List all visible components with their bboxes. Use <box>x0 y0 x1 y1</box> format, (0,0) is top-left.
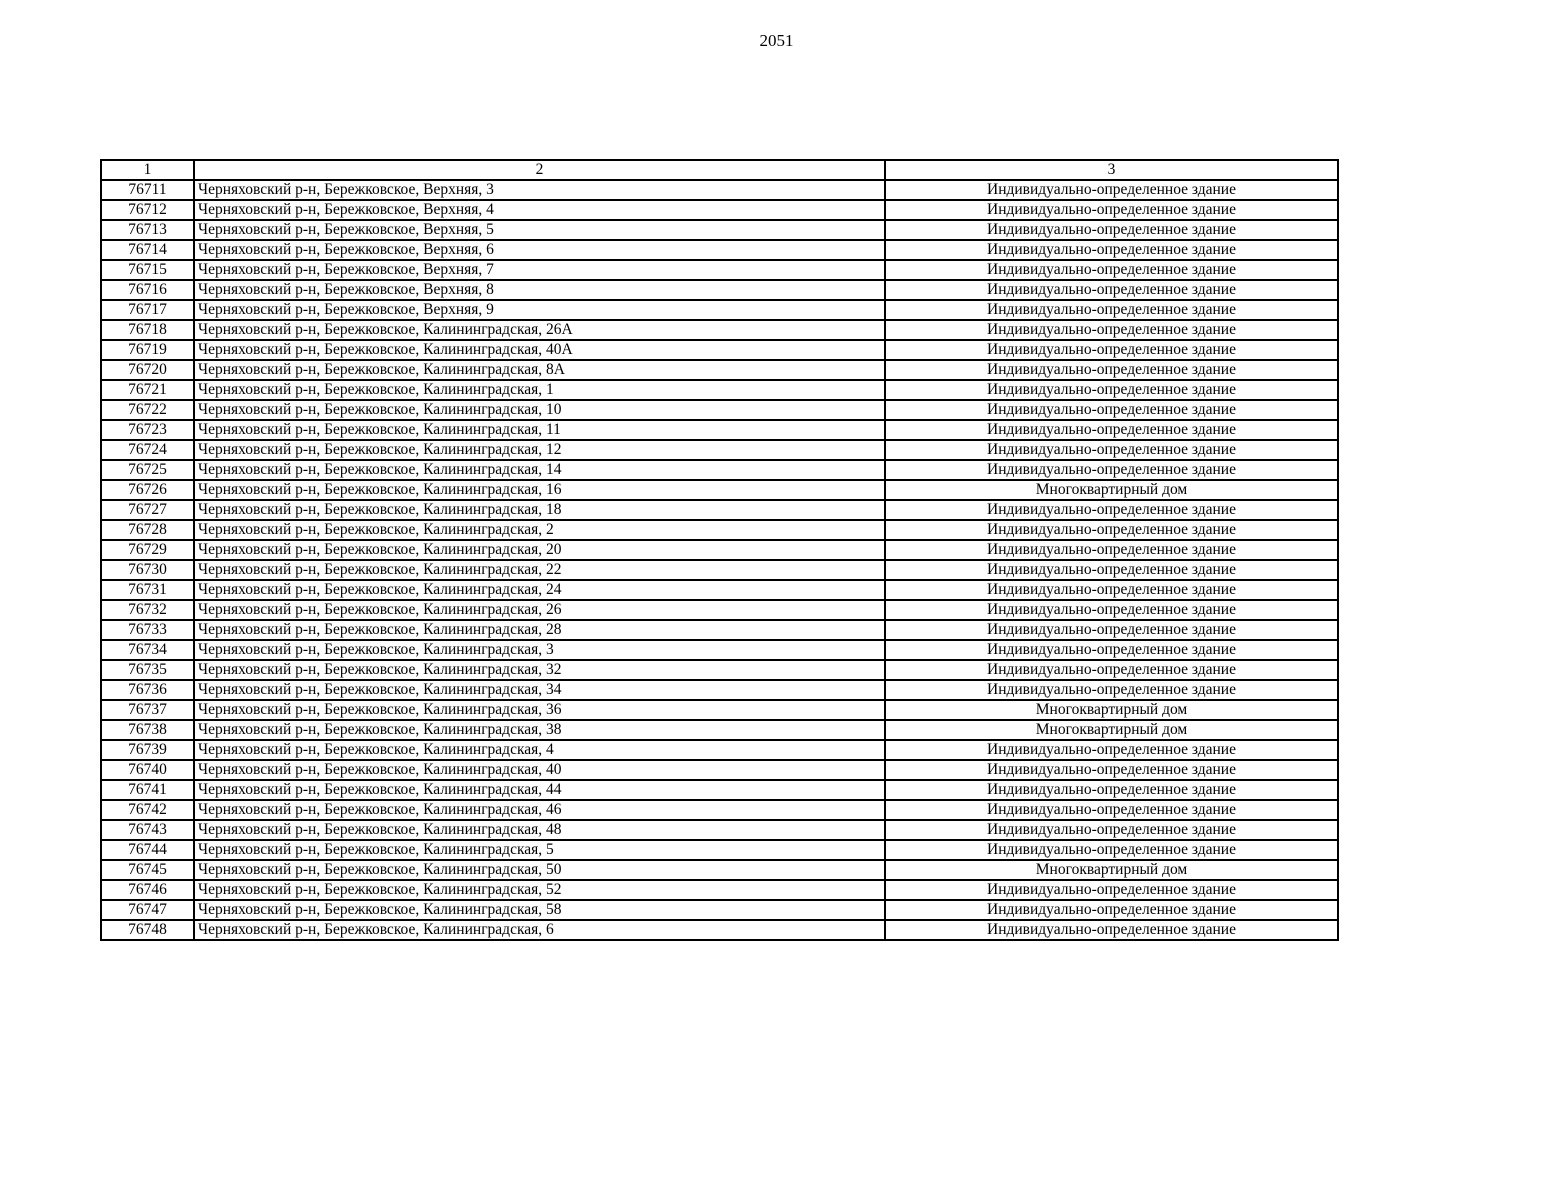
cell-address: Черняховский р-н, Бережковское, Калининградская, 1 <box>194 380 885 400</box>
table-row <box>101 220 1338 240</box>
cell-number: 76733 <box>101 620 194 640</box>
table-row <box>101 440 1338 460</box>
cell-address: Черняховский р-н, Бережковское, Калининградская, 26А <box>194 320 885 340</box>
table-row <box>101 700 1338 720</box>
cell-object-type: Многоквартирный дом <box>885 860 1338 880</box>
cell-object-type: Индивидуально-определенное здание <box>885 180 1338 200</box>
cell-object-type: Индивидуально-определенное здание <box>885 200 1338 220</box>
table-row <box>101 280 1338 300</box>
cell-number: 76738 <box>101 720 194 740</box>
cell-object-type: Многоквартирный дом <box>885 480 1338 500</box>
cell-number: 76716 <box>101 280 194 300</box>
cell-number: 76728 <box>101 520 194 540</box>
cell-number: 76734 <box>101 640 194 660</box>
cell-number: 76718 <box>101 320 194 340</box>
cell-address: Черняховский р-н, Бережковское, Верхняя, 9 <box>194 300 885 320</box>
table-row <box>101 380 1338 400</box>
table-row <box>101 840 1338 860</box>
cell-number: 76748 <box>101 920 194 940</box>
cell-number: 76714 <box>101 240 194 260</box>
cell-number: 76726 <box>101 480 194 500</box>
cell-address: Черняховский р-н, Бережковское, Калининградская, 24 <box>194 580 885 600</box>
column-header-number: 1 <box>101 160 194 180</box>
table-row <box>101 340 1338 360</box>
table-row <box>101 580 1338 600</box>
cell-number: 76723 <box>101 420 194 440</box>
cell-number: 76715 <box>101 260 194 280</box>
cell-object-type: Индивидуально-определенное здание <box>885 560 1338 580</box>
cell-object-type: Индивидуально-определенное здание <box>885 380 1338 400</box>
cell-address: Черняховский р-н, Бережковское, Верхняя, 6 <box>194 240 885 260</box>
cell-object-type: Индивидуально-определенное здание <box>885 580 1338 600</box>
cell-address: Черняховский р-н, Бережковское, Калининградская, 4 <box>194 740 885 760</box>
cell-address: Черняховский р-н, Бережковское, Калининградская, 2 <box>194 520 885 540</box>
cell-number: 76713 <box>101 220 194 240</box>
cell-address: Черняховский р-н, Бережковское, Верхняя, 8 <box>194 280 885 300</box>
cell-object-type: Индивидуально-определенное здание <box>885 460 1338 480</box>
cell-object-type: Индивидуально-определенное здание <box>885 780 1338 800</box>
table-row <box>101 460 1338 480</box>
table-row <box>101 560 1338 580</box>
cell-address: Черняховский р-н, Бережковское, Калининградская, 10 <box>194 400 885 420</box>
table-row <box>101 920 1338 940</box>
cell-object-type: Индивидуально-определенное здание <box>885 260 1338 280</box>
cell-object-type: Индивидуально-определенное здание <box>885 820 1338 840</box>
cell-address: Черняховский р-н, Бережковское, Калининградская, 40А <box>194 340 885 360</box>
table-row <box>101 200 1338 220</box>
cell-address: Черняховский р-н, Бережковское, Калининградская, 58 <box>194 900 885 920</box>
page-number: 2051 <box>759 31 794 50</box>
cell-number: 76720 <box>101 360 194 380</box>
cell-address: Черняховский р-н, Бережковское, Калининградская, 36 <box>194 700 885 720</box>
cell-number: 76737 <box>101 700 194 720</box>
cell-address: Черняховский р-н, Бережковское, Калининградская, 22 <box>194 560 885 580</box>
cell-number: 76729 <box>101 540 194 560</box>
cell-address: Черняховский р-н, Бережковское, Калининградская, 52 <box>194 880 885 900</box>
cell-number: 76735 <box>101 660 194 680</box>
cell-object-type: Индивидуально-определенное здание <box>885 540 1338 560</box>
cell-object-type: Индивидуально-определенное здание <box>885 900 1338 920</box>
cell-address: Черняховский р-н, Бережковское, Калининградская, 8А <box>194 360 885 380</box>
cell-object-type: Индивидуально-определенное здание <box>885 660 1338 680</box>
cell-object-type: Индивидуально-определенное здание <box>885 220 1338 240</box>
cell-address: Черняховский р-н, Бережковское, Калининградская, 48 <box>194 820 885 840</box>
table-row <box>101 520 1338 540</box>
cell-object-type: Индивидуально-определенное здание <box>885 520 1338 540</box>
cell-object-type: Индивидуально-определенное здание <box>885 880 1338 900</box>
cell-address: Черняховский р-н, Бережковское, Калининградская, 20 <box>194 540 885 560</box>
cell-object-type: Индивидуально-определенное здание <box>885 280 1338 300</box>
cell-address: Черняховский р-н, Бережковское, Калининградская, 11 <box>194 420 885 440</box>
table-row <box>101 800 1338 820</box>
cell-number: 76745 <box>101 860 194 880</box>
property-registry-table <box>100 159 1339 941</box>
cell-number: 76722 <box>101 400 194 420</box>
table-row <box>101 660 1338 680</box>
cell-object-type: Индивидуально-определенное здание <box>885 600 1338 620</box>
cell-number: 76724 <box>101 440 194 460</box>
cell-number: 76727 <box>101 500 194 520</box>
cell-object-type: Индивидуально-определенное здание <box>885 840 1338 860</box>
cell-address: Черняховский р-н, Бережковское, Калининградская, 3 <box>194 640 885 660</box>
column-header-type: 3 <box>885 160 1338 180</box>
cell-address: Черняховский р-н, Бережковское, Калининградская, 32 <box>194 660 885 680</box>
table-header-row <box>101 160 1338 180</box>
table-row <box>101 680 1338 700</box>
cell-object-type: Индивидуально-определенное здание <box>885 500 1338 520</box>
table-row <box>101 500 1338 520</box>
table-row <box>101 260 1338 280</box>
table-row <box>101 420 1338 440</box>
table-row <box>101 600 1338 620</box>
table-row <box>101 480 1338 500</box>
cell-object-type: Индивидуально-определенное здание <box>885 640 1338 660</box>
cell-number: 76732 <box>101 600 194 620</box>
cell-object-type: Индивидуально-определенное здание <box>885 800 1338 820</box>
table-body <box>101 160 1338 940</box>
column-header-address: 2 <box>194 160 885 180</box>
cell-object-type: Индивидуально-определенное здание <box>885 920 1338 940</box>
cell-address: Черняховский р-н, Бережковское, Калининградская, 14 <box>194 460 885 480</box>
cell-address: Черняховский р-н, Бережковское, Верхняя, 4 <box>194 200 885 220</box>
cell-address: Черняховский р-н, Бережковское, Верхняя, 3 <box>194 180 885 200</box>
cell-address: Черняховский р-н, Бережковское, Калининградская, 26 <box>194 600 885 620</box>
cell-number: 76731 <box>101 580 194 600</box>
cell-object-type: Индивидуально-определенное здание <box>885 620 1338 640</box>
cell-address: Черняховский р-н, Бережковское, Калининградская, 6 <box>194 920 885 940</box>
cell-number: 76740 <box>101 760 194 780</box>
cell-object-type: Индивидуально-определенное здание <box>885 440 1338 460</box>
cell-object-type: Индивидуально-определенное здание <box>885 340 1338 360</box>
table-row <box>101 760 1338 780</box>
table-row <box>101 400 1338 420</box>
cell-address: Черняховский р-н, Бережковское, Калининградская, 18 <box>194 500 885 520</box>
cell-object-type: Индивидуально-определенное здание <box>885 360 1338 380</box>
cell-address: Черняховский р-н, Бережковское, Верхняя, 7 <box>194 260 885 280</box>
cell-address: Черняховский р-н, Бережковское, Калининградская, 16 <box>194 480 885 500</box>
cell-number: 76743 <box>101 820 194 840</box>
cell-address: Черняховский р-н, Бережковское, Верхняя, 5 <box>194 220 885 240</box>
table-row <box>101 740 1338 760</box>
cell-object-type: Индивидуально-определенное здание <box>885 400 1338 420</box>
cell-number: 76742 <box>101 800 194 820</box>
cell-object-type: Индивидуально-определенное здание <box>885 240 1338 260</box>
cell-address: Черняховский р-н, Бережковское, Калининградская, 40 <box>194 760 885 780</box>
table-row <box>101 900 1338 920</box>
cell-address: Черняховский р-н, Бережковское, Калининградская, 34 <box>194 680 885 700</box>
cell-number: 76744 <box>101 840 194 860</box>
cell-object-type: Индивидуально-определенное здание <box>885 760 1338 780</box>
cell-address: Черняховский р-н, Бережковское, Калининградская, 38 <box>194 720 885 740</box>
cell-number: 76725 <box>101 460 194 480</box>
cell-address: Черняховский р-н, Бережковское, Калининградская, 12 <box>194 440 885 460</box>
table-row <box>101 620 1338 640</box>
table-row <box>101 180 1338 200</box>
cell-number: 76730 <box>101 560 194 580</box>
table-row <box>101 720 1338 740</box>
table-row <box>101 640 1338 660</box>
table-row <box>101 360 1338 380</box>
cell-object-type: Индивидуально-определенное здание <box>885 680 1338 700</box>
table-row <box>101 300 1338 320</box>
cell-address: Черняховский р-н, Бережковское, Калининградская, 46 <box>194 800 885 820</box>
cell-number: 76719 <box>101 340 194 360</box>
cell-number: 76717 <box>101 300 194 320</box>
table-row <box>101 320 1338 340</box>
table-row <box>101 240 1338 260</box>
cell-object-type: Индивидуально-определенное здание <box>885 320 1338 340</box>
cell-number: 76747 <box>101 900 194 920</box>
cell-number: 76736 <box>101 680 194 700</box>
cell-number: 76712 <box>101 200 194 220</box>
cell-address: Черняховский р-н, Бережковское, Калининградская, 44 <box>194 780 885 800</box>
table-row <box>101 780 1338 800</box>
cell-number: 76741 <box>101 780 194 800</box>
cell-object-type: Многоквартирный дом <box>885 700 1338 720</box>
cell-number: 76711 <box>101 180 194 200</box>
cell-object-type: Индивидуально-определенное здание <box>885 420 1338 440</box>
cell-number: 76721 <box>101 380 194 400</box>
table-row <box>101 880 1338 900</box>
cell-address: Черняховский р-н, Бережковское, Калининградская, 28 <box>194 620 885 640</box>
cell-object-type: Индивидуально-определенное здание <box>885 740 1338 760</box>
cell-number: 76739 <box>101 740 194 760</box>
table-row <box>101 860 1338 880</box>
cell-object-type: Индивидуально-определенное здание <box>885 300 1338 320</box>
table-row <box>101 820 1338 840</box>
cell-address: Черняховский р-н, Бережковское, Калининградская, 5 <box>194 840 885 860</box>
cell-object-type: Многоквартирный дом <box>885 720 1338 740</box>
cell-number: 76746 <box>101 880 194 900</box>
cell-address: Черняховский р-н, Бережковское, Калининградская, 50 <box>194 860 885 880</box>
table-row <box>101 540 1338 560</box>
